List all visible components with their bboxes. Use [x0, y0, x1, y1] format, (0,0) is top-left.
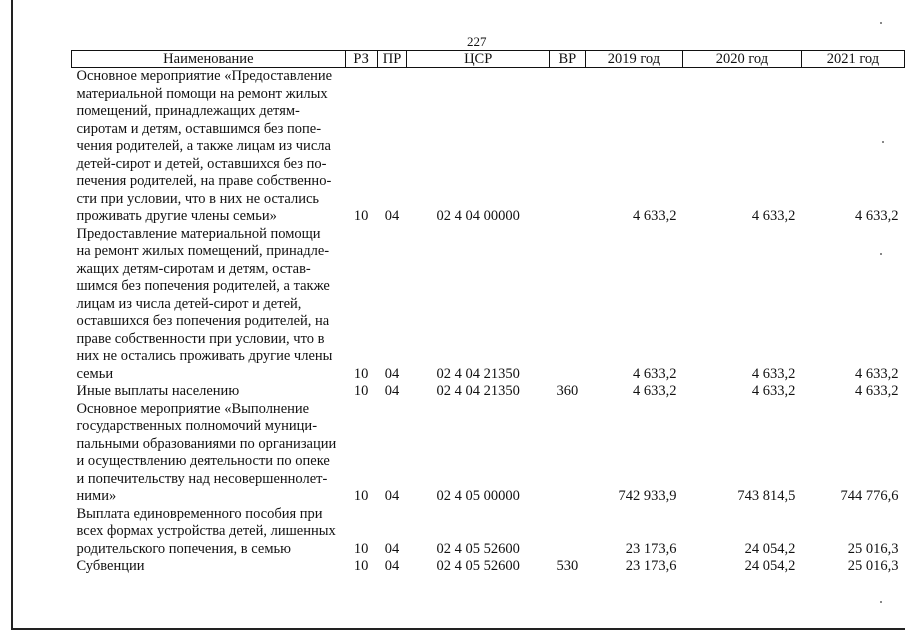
name-line: материальной помощи на ремонт жилых [76, 85, 328, 102]
cell-rz: 10 [353, 383, 369, 399]
cell-2021: 25 016,3 [847, 558, 899, 574]
name-line: сти при условии, что в них не остались [76, 190, 320, 207]
cell-2019: 23 173,6 [625, 558, 677, 574]
name-line: и осуществлению деятельности по опеке [76, 453, 330, 469]
name-line: детей-сирот и детей, оставшихся без по- [76, 155, 327, 172]
name-line: проживать другие члены семьи» [76, 208, 277, 224]
cell-2020: 24 054,2 [744, 540, 796, 557]
cell-csr: 02 4 04 00000 [436, 208, 520, 224]
name-line: Субвенции [76, 558, 145, 574]
name-line: печения родителей, на праве собственно- [76, 173, 332, 189]
cell-2020: 4 633,2 [751, 208, 796, 224]
cell-rz: 10 [353, 365, 369, 382]
cell-name [72, 383, 346, 401]
cell-2020: 4 633,2 [751, 383, 796, 399]
page-number: 227 [467, 34, 487, 49]
cell-vr: 530 [556, 558, 579, 574]
cell-csr: 02 4 05 52600 [436, 558, 520, 574]
table-row [72, 68, 905, 226]
page-frame-left-border [11, 0, 13, 630]
name-line: помещений, принадлежащих детям- [76, 103, 300, 119]
cell-2021: 4 633,2 [855, 365, 899, 382]
cell-vr [549, 401, 585, 506]
cell-2020: 24 054,2 [744, 558, 796, 574]
cell-pr: 04 [384, 540, 400, 557]
cell-csr: 02 4 05 52600 [436, 540, 520, 557]
cell-2019: 4 633,2 [633, 383, 677, 399]
cell-2020: 743 814,5 [737, 488, 796, 504]
cell-pr: 04 [384, 383, 400, 399]
cell-csr: 02 4 04 21350 [436, 383, 520, 399]
name-line: праве собственности при условии, что в [76, 330, 325, 347]
name-line: шимся без попечения родителей, а также [76, 278, 330, 294]
name-line: Основное мероприятие «Предоставление [76, 68, 333, 84]
header-vr: ВР [549, 51, 585, 68]
cell-name [72, 68, 346, 226]
name-line: пальными образованиями по организации [76, 435, 337, 452]
cell-rz: 10 [353, 488, 369, 504]
header-csr: ЦСР [407, 51, 550, 68]
scan-speck [882, 141, 884, 143]
cell-name [72, 401, 346, 506]
name-line: жащих детям-сиротам и детям, остав- [76, 260, 311, 277]
header-2021: 2021 год [801, 51, 904, 68]
cell-2021: 744 776,6 [840, 488, 899, 504]
header-2019: 2019 год [585, 51, 682, 68]
cell-rz: 10 [353, 540, 369, 557]
cell-vr [549, 68, 585, 226]
scan-speck [880, 601, 882, 603]
cell-2021: 25 016,3 [847, 540, 899, 557]
name-line: родительского попечения, в семью [76, 540, 291, 557]
cell-name [72, 226, 346, 384]
page-frame-bottom-border [11, 628, 905, 630]
name-line: Предоставление материальной помощи [76, 225, 321, 242]
header-rz: РЗ [345, 51, 377, 68]
cell-csr: 02 4 04 21350 [436, 365, 520, 382]
table-header-row [72, 51, 905, 68]
name-line: чения родителей, а также лицам из числа [76, 138, 331, 154]
cell-2021: 4 633,2 [855, 383, 899, 399]
budget-table [71, 50, 905, 576]
cell-rz: 10 [353, 208, 369, 224]
header-2020: 2020 год [683, 51, 802, 68]
table-row [72, 558, 905, 576]
scan-speck [880, 253, 882, 255]
name-line: Основное мероприятие «Выполнение [76, 400, 310, 417]
cell-vr [549, 226, 585, 384]
name-line: государственных полномочий муници- [76, 418, 318, 434]
name-line: Выплата единовременного пособия при [76, 505, 323, 522]
cell-name [72, 506, 346, 559]
name-line: Иные выплаты населению [76, 383, 240, 399]
name-line: оставшихся без попечения родителей, на [76, 313, 330, 329]
table-row [72, 506, 905, 559]
cell-vr: 360 [556, 383, 579, 399]
table-row [72, 383, 905, 401]
name-line: ними» [76, 488, 117, 504]
name-line: них не остались проживать другие члены [76, 348, 333, 364]
name-line: всех формах устройства детей, лишенных [76, 523, 336, 539]
cell-2019: 23 173,6 [625, 540, 677, 557]
cell-2021: 4 633,2 [855, 208, 899, 224]
cell-vr [549, 506, 585, 559]
name-line: семьи [76, 365, 114, 382]
name-line: сиротам и детям, оставшимся без попе- [76, 120, 322, 137]
table-row [72, 226, 905, 384]
cell-name [72, 558, 346, 576]
cell-rz: 10 [353, 558, 369, 574]
table-body [72, 68, 905, 576]
cell-pr: 04 [384, 365, 400, 382]
cell-pr: 04 [384, 558, 400, 574]
header-name: Наименование [72, 51, 346, 68]
header-pr: ПР [377, 51, 407, 68]
cell-2019: 4 633,2 [633, 365, 677, 382]
cell-2020: 4 633,2 [751, 365, 796, 382]
cell-csr: 02 4 05 00000 [436, 488, 520, 504]
cell-2019: 742 933,9 [618, 488, 677, 504]
cell-2019: 4 633,2 [633, 208, 677, 224]
cell-pr: 04 [384, 488, 400, 504]
scan-speck [880, 22, 882, 24]
name-line: лицам из числа детей-сирот и детей, [76, 295, 302, 312]
name-line: и попечительству над несовершеннолет- [76, 470, 328, 487]
cell-pr: 04 [384, 208, 400, 224]
table-row [72, 401, 905, 506]
name-line: на ремонт жилых помещений, принадле- [76, 243, 330, 259]
